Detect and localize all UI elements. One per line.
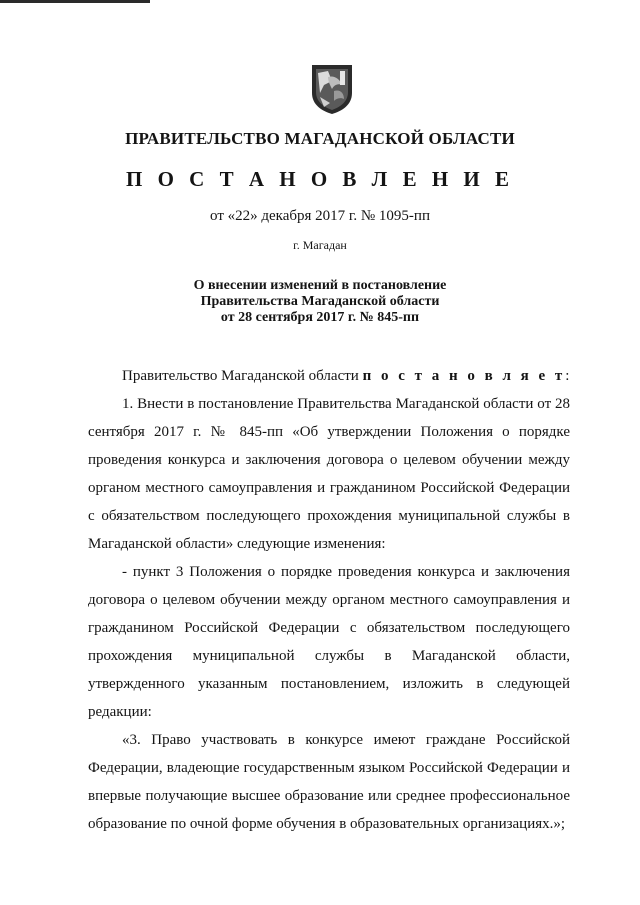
item-1-point-paragraph: - пункт 3 Положения о порядке проведения конкурса и заключения договора о целевом обучении между органом местного самоуправления и гражданином Российской Федерации с обязательством последующего прохождения муниципальной службы в Магаданской области, утвержденного указанным постановлением, изложить в следующей редакции:	[88, 564, 570, 720]
subject-line-2: Правительства Магаданской области	[200, 294, 440, 309]
document-date-number: от «22» декабря 2017 г. № 1095-пп	[210, 208, 430, 224]
document-type: П О С Т А Н О В Л Е Н И Е	[125, 167, 514, 191]
top-rule	[0, 0, 150, 3]
document-subject	[0, 278, 640, 326]
quoted-amendment-paragraph: «3. Право участвовать в конкурсе имеют граждане Российской Федерации, владеющие государственным языком Российской Федерации и впервые получающие высшее образование или среднее профессиональное образование по очной форме обучения в образовательных организациях.»;	[88, 732, 570, 832]
item-1-paragraph: 1. Внести в постановление Правительства Магаданской области от 28 сентября 2017 г. № 845-пп «Об утверждении Положения о порядке проведения конкурса и заключения договора о целевом обучении между органом местного самоуправления и гражданином Российской Федерации с обязательством последующего прохождения муниципальной службы в Магаданской области» следующие изменения:	[88, 396, 570, 552]
intro-suffix: :	[565, 368, 570, 384]
subject-line-3: от 28 сентября 2017 г. № 845-пп	[220, 310, 420, 325]
document-city: г. Магадан	[293, 238, 347, 252]
intro-paragraph	[88, 362, 570, 390]
subject-line-1: О внесении изменений в постановление	[193, 278, 447, 293]
coat-of-arms-icon	[310, 63, 354, 115]
resolves-word: п о с т а н о в л я е т	[362, 368, 566, 384]
government-name: ПРАВИТЕЛЬСТВО МАГАДАНСКОЙ ОБЛАСТИ	[125, 129, 515, 148]
intro-prefix: Правительство Магаданской области	[122, 368, 363, 384]
resolution-body	[88, 362, 570, 838]
